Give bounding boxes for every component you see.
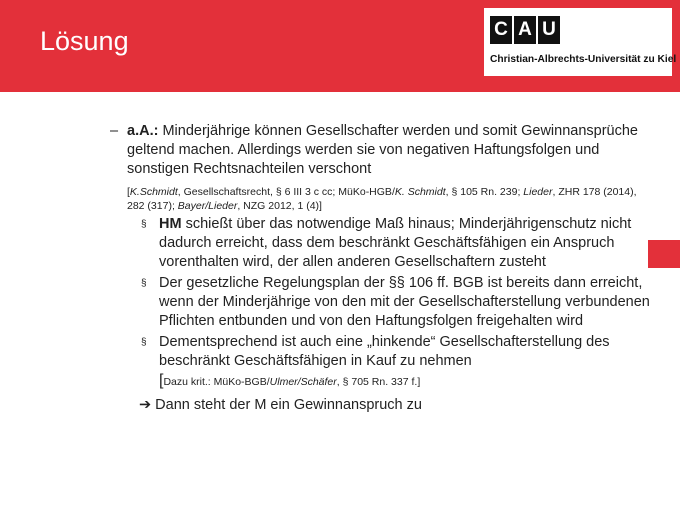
- logo-letter-u: U: [538, 16, 560, 44]
- cite-text: , Gesellschaftsrecht, § 6 III 3 c cc; MüKo-HGB/: [177, 186, 395, 198]
- cite-author: K. Schmidt: [394, 186, 446, 198]
- citation-main: [110, 185, 650, 213]
- cite-author: Ulmer/Schäfer: [269, 376, 337, 388]
- bullet-hm: [110, 215, 650, 272]
- slide-content: [110, 122, 650, 415]
- logo-letter-a: A: [514, 16, 536, 44]
- bullet-regelungsplan: [110, 274, 650, 331]
- slide-title: Lösung: [40, 26, 129, 56]
- cite-author: K.Schmidt: [129, 186, 178, 198]
- conclusion: [110, 396, 650, 415]
- bullet-hm-lead: HM: [159, 216, 182, 232]
- side-accent-block: [648, 240, 680, 268]
- cite-author: Lieder: [523, 186, 553, 198]
- bullet-marker: §: [141, 337, 147, 348]
- bullet-dementsprechend-text: Dementsprechend ist auch eine „hinkende“ Gesellschafterstellung des beschränkt Geschäftsfähigen in Kauf zu nehmen: [159, 334, 610, 369]
- conclusion-text: Dann steht der M ein Gewinnanspruch zu: [151, 397, 422, 413]
- main-point: [110, 122, 650, 179]
- bullet-regelungsplan-text: Der gesetzliche Regelungsplan der §§ 106 ff. BGB ist bereits dann erreicht, wenn der Minderjährige von den mit der Gesellschafterstellung verbundenen Pflichten entbunden und von den Haftungsfolgen freigehalten wird: [159, 275, 650, 329]
- logo-letter-c: C: [490, 16, 512, 44]
- citation-critical: [110, 373, 650, 390]
- cite-text: Dazu krit.: MüKo-BGB/: [163, 376, 270, 388]
- cite-author: Bayer/Lieder: [177, 200, 238, 212]
- cite-text: , NZG 2012, 1 (4)]: [237, 200, 322, 212]
- main-point-text: Minderjährige können Gesellschafter werden und somit Gewinnansprüche geltend machen. Allerdings werden sie von negativen Haftungsfolgen und sonstigen Rechtsnachteilen verschont: [127, 123, 638, 177]
- cite-text: , § 705 Rn. 337 f.]: [336, 376, 421, 388]
- cite-text: , § 105 Rn. 239;: [445, 186, 524, 198]
- bullet-marker: §: [141, 278, 147, 289]
- dash-marker: –: [110, 123, 119, 139]
- bullet-marker: §: [141, 219, 147, 230]
- bullet-dementsprechend: [110, 333, 650, 371]
- bullet-hm-text: schießt über das notwendige Maß hinaus; Minderjährigenschutz nicht dadurch erreicht, dass dem beschränkt Geschäftsfähigen ein Anspruch vorenthalten wird, der allen anderen Gesellschaftern zusteht: [159, 216, 632, 270]
- cite-text: , ZHR 178 (2014), 282 (317);: [127, 186, 637, 212]
- cite-open: [: [127, 186, 130, 198]
- arrow-icon: ➔: [139, 397, 152, 413]
- cite-open: [: [159, 372, 164, 389]
- main-point-lead: a.A.:: [127, 123, 159, 139]
- logo-university-name: Christian-Albrechts-Universität zu Kiel: [490, 54, 677, 65]
- logo-letters: [490, 16, 562, 44]
- university-logo: [484, 8, 677, 76]
